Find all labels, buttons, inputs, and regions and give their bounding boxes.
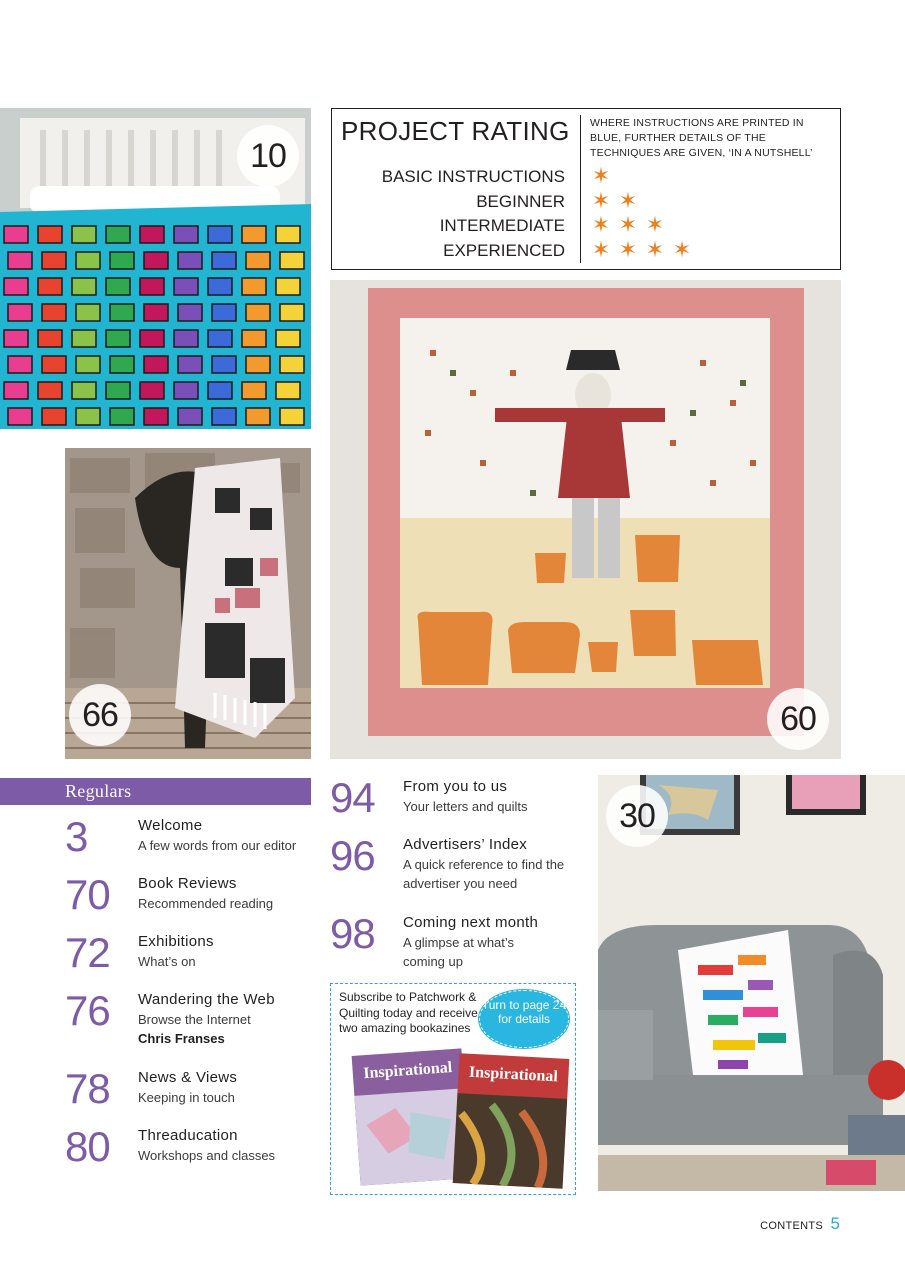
quilt-block xyxy=(72,330,96,347)
contents-entry-threaducation[interactable] xyxy=(65,1125,310,1173)
quilt-block xyxy=(246,356,270,373)
quilt-block xyxy=(140,330,164,347)
quilt-chair-photo[interactable] xyxy=(65,448,311,759)
quilt-block xyxy=(242,226,266,243)
entry-title: Threaducation xyxy=(138,1127,238,1144)
entry-subtitle: Recommended reading xyxy=(138,896,274,911)
contents-entry-advertisers-index[interactable] xyxy=(330,834,590,896)
page-badge-60: 60 xyxy=(767,688,829,750)
quilt-block xyxy=(208,278,232,295)
contents-entry-exhibitions[interactable] xyxy=(65,931,310,979)
quilt-block xyxy=(38,226,62,243)
quilt-block xyxy=(178,304,202,321)
page-number: 72 xyxy=(65,929,110,976)
contents-entry-from-you-to-us[interactable] xyxy=(330,776,590,824)
page-number: 80 xyxy=(65,1123,110,1170)
entry-title: Advertisers’ Index xyxy=(403,836,528,853)
entry-subtitle: Workshops and classes xyxy=(138,1148,276,1163)
regulars-heading: Regulars xyxy=(0,778,311,805)
quilt-block xyxy=(212,252,236,269)
quilt-block xyxy=(8,252,32,269)
quilt-block xyxy=(110,252,134,269)
quilt-block xyxy=(38,278,62,295)
entry-title: Wandering the Web xyxy=(138,991,275,1008)
quilt-block xyxy=(72,278,96,295)
quilt-block xyxy=(178,252,202,269)
entry-subtitle: A few words from our editor xyxy=(138,838,297,853)
quilt-block xyxy=(106,382,130,399)
contents-entry-wandering-the-web[interactable] xyxy=(65,989,310,1051)
turn-to-page-badge: Turn to page 24 for details xyxy=(479,990,569,1048)
rating-row-beginner xyxy=(332,189,837,214)
bookazine-title: Inspirational xyxy=(362,1059,453,1083)
quilt-block xyxy=(110,304,134,321)
quilt-block xyxy=(42,304,66,321)
quilt-block xyxy=(42,252,66,269)
quilt-block xyxy=(8,408,32,425)
quilt-block xyxy=(144,356,168,373)
page-badge-10: 10 xyxy=(237,125,299,187)
quilt-block xyxy=(76,304,100,321)
page-footer xyxy=(760,1214,840,1234)
quilt-block xyxy=(208,382,232,399)
quilt-block xyxy=(276,226,300,243)
page-number: 96 xyxy=(330,832,375,879)
quilt-block xyxy=(242,330,266,347)
sofa-quilt-photo[interactable] xyxy=(598,775,905,1191)
quilt-block xyxy=(144,304,168,321)
page-number: 5 xyxy=(830,1214,840,1233)
quilt-block xyxy=(246,252,270,269)
quilt-block xyxy=(280,356,304,373)
quilt-block xyxy=(106,330,130,347)
quilt-block xyxy=(174,382,198,399)
quilt-block xyxy=(140,226,164,243)
quilt-block xyxy=(280,408,304,425)
quilt-block xyxy=(140,278,164,295)
rating-label: BASIC INSTRUCTIONS xyxy=(381,167,565,186)
rating-star-icon: ✶ xyxy=(645,237,665,262)
contents-entry-news-views[interactable] xyxy=(65,1067,310,1115)
page-number: 78 xyxy=(65,1065,110,1112)
rating-stars xyxy=(589,190,640,212)
rating-note: WHERE INSTRUCTIONS ARE PRINTED IN BLUE, FURTHER DETAILS OF THE TECHNIQUES ARE GIVEN, ‘IN A NUTSHELL’ xyxy=(590,117,813,159)
rating-star-icon: ✶ xyxy=(645,212,665,237)
quilt-block xyxy=(144,252,168,269)
entry-subtitle: Your letters and quilts xyxy=(403,799,528,814)
quilt-block xyxy=(276,382,300,399)
rating-star-icon: ✶ xyxy=(591,237,611,262)
rating-label: EXPERIENCED xyxy=(443,241,565,260)
rating-star-icon: ✶ xyxy=(672,237,692,262)
subscribe-text: Subscribe to Patchwork & Quilting today and receive two amazing bookazines xyxy=(339,990,478,1035)
rating-stars xyxy=(589,239,694,261)
entry-title: News & Views xyxy=(138,1069,238,1086)
contents-entry-welcome[interactable] xyxy=(65,815,310,863)
quilt-block xyxy=(8,356,32,373)
quilt-block xyxy=(276,330,300,347)
entry-title: Exhibitions xyxy=(138,933,214,950)
quilt-block xyxy=(280,304,304,321)
rating-row-experienced xyxy=(332,238,837,263)
entry-title: Book Reviews xyxy=(138,875,237,892)
scarecrow-quilt-photo[interactable] xyxy=(330,280,841,759)
quilt-block xyxy=(140,382,164,399)
quilt-block xyxy=(174,330,198,347)
contents-entry-book-reviews[interactable] xyxy=(65,873,310,921)
rating-stars xyxy=(589,165,613,187)
quilt-block xyxy=(208,330,232,347)
page-badge-30: 30 xyxy=(606,785,668,847)
quilt-block xyxy=(42,356,66,373)
quilt-block xyxy=(276,278,300,295)
quilt-block xyxy=(178,356,202,373)
page-number: 76 xyxy=(65,987,110,1034)
rating-title: PROJECT RATING xyxy=(341,116,570,146)
section-label: CONTENTS xyxy=(760,1220,824,1232)
quilt-block xyxy=(242,278,266,295)
quilt-block xyxy=(72,226,96,243)
rating-row-intermediate xyxy=(332,213,837,238)
entry-title: Welcome xyxy=(138,817,203,834)
quilt-block xyxy=(72,382,96,399)
quilt-block xyxy=(76,252,100,269)
quilt-block xyxy=(38,382,62,399)
quilt-block xyxy=(212,356,236,373)
quilt-block xyxy=(4,226,28,243)
quilt-block xyxy=(174,226,198,243)
rating-star-icon: ✶ xyxy=(591,212,611,237)
entry-subtitle: Browse the Internet xyxy=(138,1012,251,1027)
quilt-block xyxy=(246,408,270,425)
entry-subtitle-line2: advertiser you need xyxy=(403,876,518,891)
quilt-block xyxy=(106,226,130,243)
quilt-block xyxy=(246,304,270,321)
page-number: 3 xyxy=(65,813,88,860)
page-number: 98 xyxy=(330,910,375,957)
page-number: 94 xyxy=(330,774,375,821)
quilt-block xyxy=(42,408,66,425)
quilt-block xyxy=(212,304,236,321)
rating-stars xyxy=(589,214,667,236)
quilt-block xyxy=(106,278,130,295)
entry-subtitle: A glimpse at what’s xyxy=(403,935,515,950)
quilt-block xyxy=(4,382,28,399)
entry-author: Chris Franses xyxy=(138,1031,225,1046)
quilt-block xyxy=(4,330,28,347)
rating-star-icon: ✶ xyxy=(618,188,638,213)
entry-subtitle: Keeping in touch xyxy=(138,1090,235,1105)
rating-star-icon: ✶ xyxy=(591,188,611,213)
quilt-block xyxy=(4,278,28,295)
quilt-block xyxy=(242,382,266,399)
quilt-block xyxy=(208,226,232,243)
rating-row-basic xyxy=(332,164,837,189)
quilt-block xyxy=(212,408,236,425)
quilt-bed-photo[interactable] xyxy=(0,108,311,429)
entry-subtitle-line2: coming up xyxy=(403,954,463,969)
bookazine-cover-2 xyxy=(453,1053,570,1189)
entry-title: From you to us xyxy=(403,778,508,795)
quilt-block xyxy=(76,356,100,373)
page-badge-66: 66 xyxy=(69,684,131,746)
rating-star-icon: ✶ xyxy=(618,212,638,237)
quilt-block xyxy=(110,408,134,425)
quilt-block xyxy=(38,330,62,347)
page-number: 70 xyxy=(65,871,110,918)
subscribe-promo[interactable] xyxy=(330,983,576,1195)
quilt-block xyxy=(8,304,32,321)
quilt-block xyxy=(280,252,304,269)
entry-title: Coming next month xyxy=(403,914,539,931)
quilt-block xyxy=(144,408,168,425)
contents-entry-coming-next-month[interactable] xyxy=(330,912,590,974)
quilt-block xyxy=(76,408,100,425)
quilt-block xyxy=(178,408,202,425)
entry-subtitle: What’s on xyxy=(138,954,196,969)
rating-label: INTERMEDIATE xyxy=(439,216,565,235)
rating-star-icon: ✶ xyxy=(591,163,611,188)
entry-subtitle: A quick reference to find the xyxy=(403,857,565,872)
project-rating-box xyxy=(331,108,841,270)
bookazine-title: Inspirational xyxy=(468,1063,559,1086)
rating-star-icon: ✶ xyxy=(618,237,638,262)
quilt-block xyxy=(174,278,198,295)
rating-label: BEGINNER xyxy=(476,192,565,211)
quilt-block xyxy=(110,356,134,373)
